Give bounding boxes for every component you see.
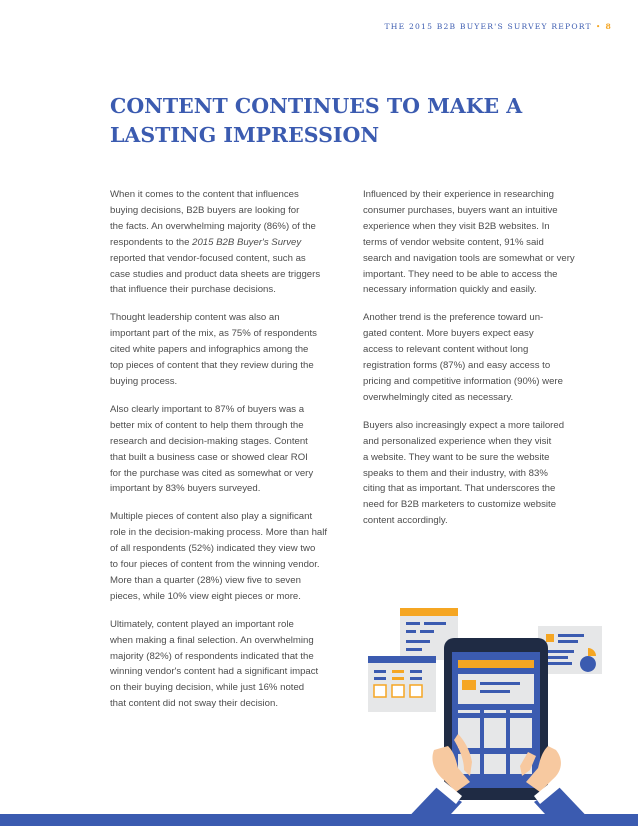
- report-title: THE 2015 B2B BUYER'S SURVEY REPORT: [384, 22, 592, 31]
- left-paragraph-5: Ultimately, content played an important role when making a final selection. An overwhelming majority (82%) of respondents indicated that the winning vendor's content had a significant impact on their buying decision, while just 16% noted that content did not sway their decision.: [110, 618, 319, 710]
- left-column: [110, 187, 356, 724]
- p1-text-a: When it comes to the content that influences buying decisions, B2B buyers are looking for the facts. An overwhelming majority (86%) of the respondents to the: [110, 189, 316, 248]
- footer-bar: [0, 814, 638, 826]
- left-paragraph-2: Thought leadership content was also an important part of the mix, as 75% of respondents cited white papers and infographics among the top pieces of content that they review during the buying process.: [110, 312, 317, 387]
- right-column: [363, 187, 601, 541]
- grid-card-icon: [368, 656, 436, 712]
- left-paragraph-4: Multiple pieces of content also play a significant role in the decision-making process. More than half of all respondents (52%) indicated they view two to four pieces of content from the winning vendor. More than a quarter (28%) view five to seven pieces, while 10% view eight pieces or more.: [110, 511, 328, 602]
- survey-title-italic: 2015 B2B Buyer's Survey: [192, 236, 302, 248]
- right-paragraph-2: Another trend is the preference toward un- gated content. More buyers expect easy access to relevant content without long registration forms (87%) and easy access to pricing and competitive information (90%) were overwhelmingly cited as necessary.: [363, 312, 563, 403]
- right-paragraph-3: Buyers also increasingly expect a more tailored and personalized experience when they visit a website. They want to be sure the website speaks to them and their industry, with 83% citing that as important. That underscores the need for B2B marketers to customize website content accordingly.: [363, 419, 565, 527]
- right-paragraph-1: Influenced by their experience in researching consumer purchases, buyers want an intuitive experience when they visit B2B websites. In terms of vendor website content, 91% said search and navigation tools are somewhat or very important. They need to be able to access the necessary information quickly and easily.: [363, 189, 575, 296]
- p1-text-b: reported that vendor-focused content, such as case studies and product data sheets are triggers that influence their purchase decisions.: [110, 252, 321, 296]
- page-number: 8: [605, 22, 612, 31]
- header-separator: •: [595, 22, 602, 31]
- title-line-2: LASTING IMPRESSION: [110, 123, 380, 147]
- running-header: [385, 22, 612, 31]
- title-line-1: CONTENT CONTINUES TO MAKE A: [110, 94, 523, 118]
- tablet-illustration: [360, 600, 620, 826]
- left-paragraph-3: Also clearly important to 87% of buyers was a better mix of content to help them through the research and decision-making stages. Content that built a business case or showed clear ROI for the purchase was cited as somewhat or very important by 83% buyers surveyed.: [110, 403, 314, 495]
- left-paragraph-1: [110, 187, 356, 298]
- page-title: [110, 92, 570, 150]
